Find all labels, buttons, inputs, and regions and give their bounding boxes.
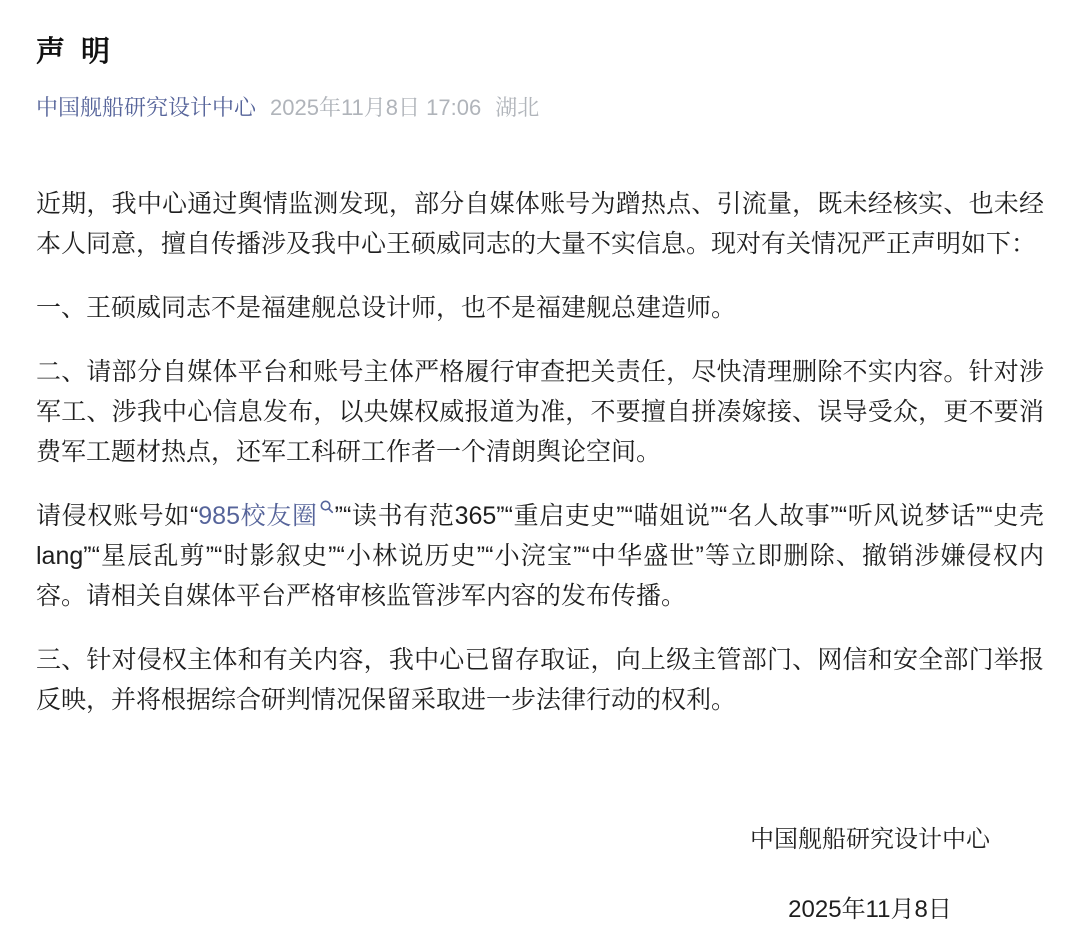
statement-title: 声 明 (36, 36, 112, 69)
statement-paragraph-accounts (36, 496, 1044, 616)
statement-paragraph-intro: 近期，我中心通过舆情监测发现，部分自媒体账号为蹭热点、引流量，既未经核实、也未经本人同意，擅自传播涉及我中心王硕威同志的大量不实信息。现对有关情况严正声明如下： (36, 190, 1044, 259)
statement-paragraph-point2: 二、请部分自媒体平台和账号主体严格履行审查把关责任，尽快清理删除不实内容。针对涉军工、涉我中心信息发布，以央媒权威报道为准，不要擅自拼凑嫁接、误导受众，更不要消费军工题材热点，还军工科研工作者一个清朗舆论空间。 (36, 358, 1044, 467)
publish-location: 湖北 (495, 95, 540, 121)
paragraph-text-after-link: ”“读书有范365”“重启吏史”“喵姐说”“名人故事”“听风说梦话”“史壳lang”“星辰乱剪”“时影叙史”“小林说历史”“小浣宝”“中华盛世”等立即删除、撤销涉嫌侵权内容。请相关自媒体平台严格审核监管涉军内容的发布传播。 (36, 502, 1044, 611)
signature-organization: 中国舰船研究设计中心 (750, 826, 990, 854)
topic-link[interactable] (198, 502, 334, 530)
article-meta (36, 94, 1044, 122)
publish-datetime: 2025年11月8日 17:06 (270, 95, 482, 121)
signature-date: 2025年11月8日 (788, 896, 952, 924)
search-icon[interactable] (319, 499, 335, 515)
topic-link-text: 985校友圈 (198, 502, 318, 531)
paragraph-text-before-link: 请侵权账号如“ (36, 502, 199, 531)
signature-inner (750, 820, 990, 930)
statement-paragraph-point3: 三、针对侵权主体和有关内容，我中心已留存取证，向上级主管部门、网信和安全部门举报反映，并将根据综合研判情况保留采取进一步法律行动的权利。 (36, 646, 1044, 715)
statement-body (36, 184, 1044, 720)
statement-paragraph-point1: 一、王硕威同志不是福建舰总设计师，也不是福建舰总建造师。 (36, 294, 737, 323)
signature-block (36, 820, 1044, 930)
author-link[interactable]: 中国舰船研究设计中心 (36, 95, 257, 121)
